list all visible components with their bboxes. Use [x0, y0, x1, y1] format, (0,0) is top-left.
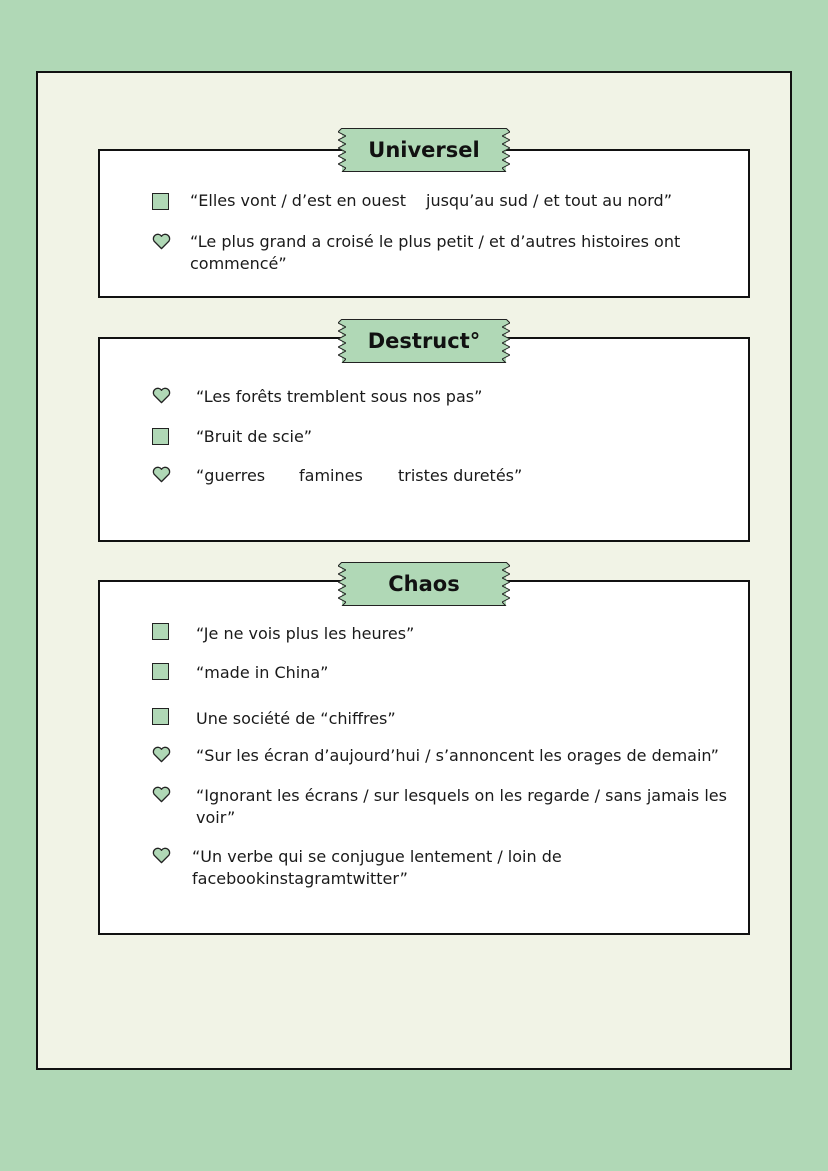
square-icon	[152, 428, 169, 445]
heart-icon	[152, 233, 171, 250]
heart-icon	[152, 847, 171, 864]
section-title-tag	[342, 128, 506, 172]
square-icon	[152, 708, 169, 725]
section-chaos	[98, 572, 750, 935]
list-item: “Ignorant les écrans / sur lesquels on les regarde / sans jamais les voir”	[152, 785, 732, 833]
list-item: “Elles vont / d’est en ouest jusqu’au sud / et tout au nord”	[152, 190, 732, 214]
heart-icon	[152, 387, 171, 404]
section-universel	[98, 138, 750, 298]
list-item: “made in China”	[152, 662, 732, 686]
section-title-tag	[342, 319, 506, 363]
list-item: “Le plus grand a croisé le plus petit / et d’autres histoires ont commencé”	[152, 231, 732, 279]
list-item: “Bruit de scie”	[152, 426, 732, 450]
square-icon	[152, 623, 169, 640]
square-icon	[152, 193, 169, 210]
section-title: Destruct°	[367, 329, 481, 353]
section-title: Universel	[368, 138, 480, 162]
heart-icon	[152, 786, 171, 803]
worksheet-page	[36, 71, 792, 1070]
heart-icon	[152, 466, 171, 483]
section-destruct	[98, 329, 750, 542]
list-item: “Sur les écran d’aujourd’hui / s’annoncent les orages de demain”	[152, 745, 732, 769]
section-title: Chaos	[388, 572, 460, 596]
list-item: “Les forêts tremblent sous nos pas”	[152, 386, 732, 410]
section-title-tag	[342, 562, 506, 606]
list-item: Une société de “chiffres”	[152, 708, 732, 732]
list-item: “guerres famines tristes duretés”	[152, 465, 732, 489]
list-item: “Je ne vois plus les heures”	[152, 623, 732, 647]
square-icon	[152, 663, 169, 680]
list-item: “Un verbe qui se conjugue lentement / loin de facebookinstagramtwitter”	[152, 846, 732, 894]
heart-icon	[152, 746, 171, 763]
